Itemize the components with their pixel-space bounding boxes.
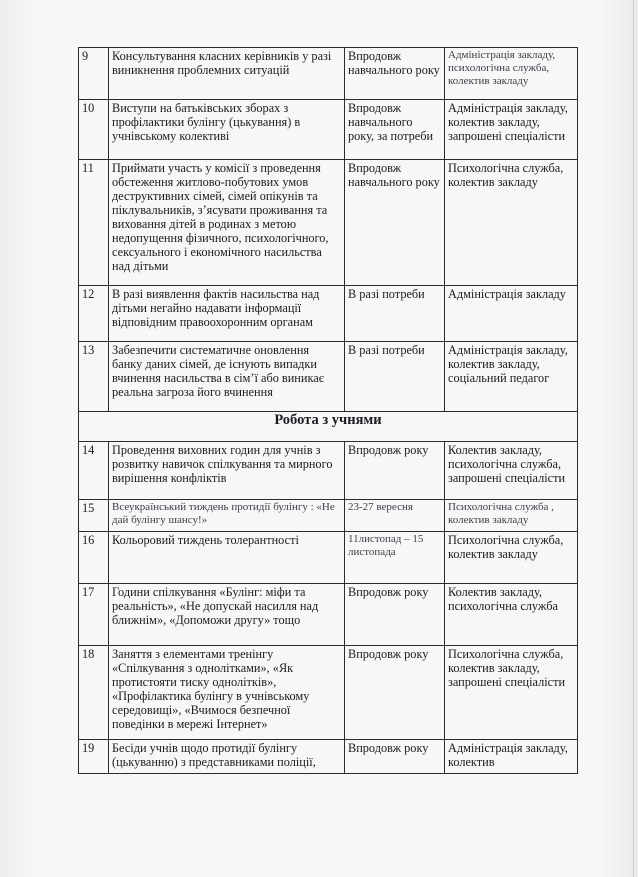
table-row <box>79 286 578 342</box>
task-cell: В разі виявлення фактів насильства над дітьми негайно надавати інформації відповідним правоохоронним органам <box>109 286 345 342</box>
row-number: 15 <box>79 500 109 532</box>
responsible-cell: Адміністрація закладу, колектив закладу, запрошені спеціалісти <box>445 100 578 160</box>
term-cell: 23-27 вересня <box>345 500 445 532</box>
task-cell: Забезпечити систематичне оновлення банку даних сімей, де існують випадки вчинення насильства в сім’ї або виникає реальна загроза його вчинення <box>109 342 345 412</box>
term-cell: В разі потреби <box>345 286 445 342</box>
responsible-cell: Колектив закладу, психологічна служба, запрошені спеціалісти <box>445 442 578 500</box>
row-number: 10 <box>79 100 109 160</box>
responsible-cell: Психологічна служба, колектив закладу <box>445 532 578 584</box>
term-cell: Впродовж року <box>345 442 445 500</box>
task-cell: Бесіди учнів щодо протидії булінгу (цькуванню) з представниками поліції, <box>109 740 345 774</box>
row-number: 9 <box>79 48 109 100</box>
section-row <box>79 412 578 442</box>
responsible-cell: Адміністрація закладу <box>445 286 578 342</box>
row-number: 13 <box>79 342 109 412</box>
term-cell: Впродовж навчального року <box>345 48 445 100</box>
responsible-cell: Колектив закладу, психологічна служба <box>445 584 578 646</box>
term-cell: Впродовж року <box>345 584 445 646</box>
row-number: 14 <box>79 442 109 500</box>
term-cell: В разі потреби <box>345 342 445 412</box>
row-number: 18 <box>79 646 109 740</box>
table-row <box>79 342 578 412</box>
table-row <box>79 100 578 160</box>
section-title: Робота з учнями <box>79 412 578 442</box>
task-cell: Консультування класних керівників у разі виникнення проблемних ситуацій <box>109 48 345 100</box>
term-cell: Впродовж навчального року, за потреби <box>345 100 445 160</box>
responsible-cell: Психологічна служба, колектив закладу, запрошені спеціалісти <box>445 646 578 740</box>
anti-bullying-plan-table <box>78 47 578 774</box>
table-row <box>79 532 578 584</box>
term-cell: 11листопад – 15 листопада <box>345 532 445 584</box>
responsible-cell: Адміністрація закладу, психологічна служба, колектив закладу <box>445 48 578 100</box>
table-row <box>79 584 578 646</box>
task-cell: Приймати участь у комісії з проведення обстеження житлово-побутових умов деструктивних сімей, сімей опікунів та піклувальників, з’ясувати проживання та виховання дітей в родинах з метою недопущення фізичного, психологічного, сексуального і економічного насильства над дітьми <box>109 160 345 286</box>
term-cell: Впродовж року <box>345 646 445 740</box>
row-number: 17 <box>79 584 109 646</box>
page-edge-line <box>633 0 634 877</box>
table-row <box>79 646 578 740</box>
row-number: 16 <box>79 532 109 584</box>
task-cell: Виступи на батьківських зборах з профілактики булінгу (цькування) в учнівському колективі <box>109 100 345 160</box>
task-cell: Заняття з елементами тренінгу «Спілкування з однолітками», «Як протистояти тиску однолітків», «Профілактика булінгу в учнівському середовищі», «Вчимося безпечної поведінки в мережі Інтернет» <box>109 646 345 740</box>
task-cell: Кольоровий тиждень толерантності <box>109 532 345 584</box>
responsible-cell: Психологічна служба , колектив закладу <box>445 500 578 532</box>
table-row <box>79 48 578 100</box>
responsible-cell: Адміністрація закладу, колектив закладу, соціальний педагог <box>445 342 578 412</box>
term-cell: Впродовж навчального року <box>345 160 445 286</box>
row-number: 12 <box>79 286 109 342</box>
responsible-cell: Психологічна служба, колектив закладу <box>445 160 578 286</box>
table-row <box>79 442 578 500</box>
row-number: 11 <box>79 160 109 286</box>
table-row <box>79 740 578 774</box>
responsible-cell: Адміністрація закладу, колектив <box>445 740 578 774</box>
table-row <box>79 160 578 286</box>
table-row <box>79 500 578 532</box>
task-cell: Години спілкування «Булінг: міфи та реальність», «Не допускай насилля над ближнім», «Допоможи другу» тощо <box>109 584 345 646</box>
term-cell: Впродовж року <box>345 740 445 774</box>
task-cell: Проведення виховних годин для учнів з розвитку навичок спілкування та мирного вирішення конфліктів <box>109 442 345 500</box>
task-cell: Всеукраїнський тиждень протидії булінгу : «Не дай булінгу шансу!» <box>109 500 345 532</box>
row-number: 19 <box>79 740 109 774</box>
